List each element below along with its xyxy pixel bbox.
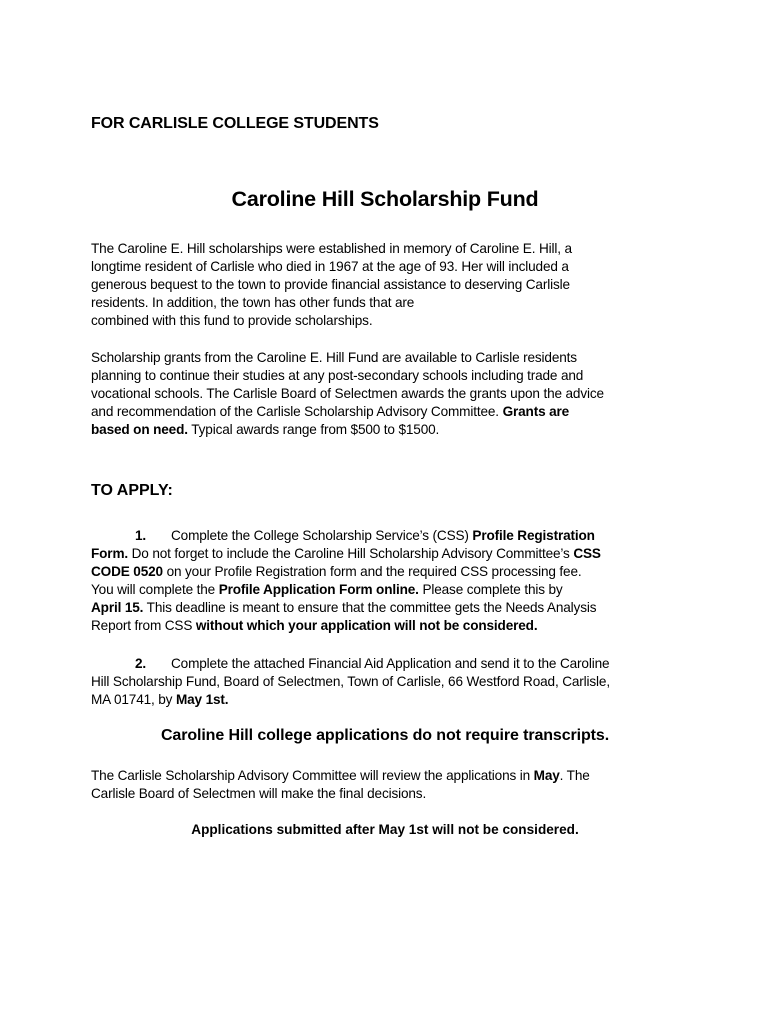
grants-line: Scholarship grants from the Caroline E. Hill Fund are available to Carlisle residents <box>91 350 577 365</box>
review-line <box>91 767 676 785</box>
step-line <box>91 581 676 599</box>
step-emphasis: Form. <box>91 546 129 561</box>
intro-line: generous bequest to the town to provide financial assistance to deserving Carlisle <box>91 277 570 292</box>
step-text: MA 01741, by <box>91 692 176 707</box>
review-line: Carlisle Board of Selectmen will make the final decisions. <box>91 786 427 801</box>
step-emphasis: Profile Application Form online. <box>218 582 419 597</box>
step-text: Report from CSS <box>91 618 196 633</box>
grants-emphasis: based on need. <box>91 422 188 437</box>
review-month: May <box>533 768 560 783</box>
step-number: 2. <box>135 656 147 671</box>
step-text: on your Profile Registration form and the required CSS processing fee. <box>162 564 582 579</box>
deadline-notice: Applications submitted after May 1st will not be considered. <box>191 822 579 837</box>
audience-heading: FOR CARLISLE COLLEGE STUDENTS <box>91 115 379 132</box>
intro-line: longtime resident of Carlisle who died in 1967 at the age of 93. Her will included a <box>91 259 569 274</box>
grants-line <box>91 403 676 421</box>
grants-line: planning to continue their studies at any post-secondary schools including trade and <box>91 368 584 383</box>
apply-step-1 <box>91 527 676 635</box>
review-text: . The <box>559 768 590 783</box>
step-text: Please complete this by <box>418 582 563 597</box>
step-emphasis: without which your application will not be considered. <box>195 618 538 633</box>
step-line <box>91 563 676 581</box>
grants-line: vocational schools. The Carlisle Board of Selectmen awards the grants upon the advice <box>91 386 604 401</box>
intro-line: residents. In addition, the town has other funds that are <box>91 295 415 310</box>
grants-line <box>91 421 676 439</box>
step-line <box>91 527 676 545</box>
step-text: Do not forget to include the Caroline Hill Scholarship Advisory Committee’s <box>128 546 574 561</box>
grants-text: Typical awards range from $500 to $1500. <box>187 422 440 437</box>
grants-emphasis: Grants are <box>502 404 570 419</box>
transcripts-notice: Caroline Hill college applications do not require transcripts. <box>160 727 610 744</box>
deadline-date: April 15. <box>91 600 144 615</box>
step-line <box>91 599 676 617</box>
css-code: CODE 0520 <box>91 564 163 579</box>
intro-line: The Caroline E. Hill scholarships were established in memory of Caroline E. Hill, a <box>91 241 572 256</box>
deadline-date: May 1st. <box>175 692 229 707</box>
grants-paragraph <box>91 349 676 439</box>
review-text: The Carlisle Scholarship Advisory Committee will review the applications in <box>91 768 534 783</box>
step-line <box>91 617 676 635</box>
step-line <box>91 655 676 673</box>
review-paragraph <box>91 767 676 803</box>
step-line <box>91 691 676 709</box>
step-line <box>91 545 676 563</box>
step-emphasis: Profile Registration <box>472 528 595 543</box>
step-text: You will complete the <box>91 582 219 597</box>
intro-line: combined with this fund to provide scholarships. <box>91 313 373 328</box>
step-number: 1. <box>135 528 147 543</box>
step-text: This deadline is meant to ensure that the committee gets the Needs Analysis <box>143 600 597 615</box>
intro-paragraph <box>91 240 676 330</box>
page-title: Caroline Hill Scholarship Fund <box>231 187 539 211</box>
step-emphasis: CSS <box>573 546 601 561</box>
step-text: Complete the attached Financial Aid Application and send it to the Caroline <box>171 656 610 671</box>
step-line: Hill Scholarship Fund, Board of Selectmen, Town of Carlisle, 66 Westford Road, Carlisle, <box>91 674 610 689</box>
apply-step-2 <box>91 655 676 709</box>
step-text: Complete the College Scholarship Service’s (CSS) <box>171 528 473 543</box>
apply-heading: TO APPLY: <box>91 482 173 499</box>
grants-text: and recommendation of the Carlisle Scholarship Advisory Committee. <box>91 404 503 419</box>
